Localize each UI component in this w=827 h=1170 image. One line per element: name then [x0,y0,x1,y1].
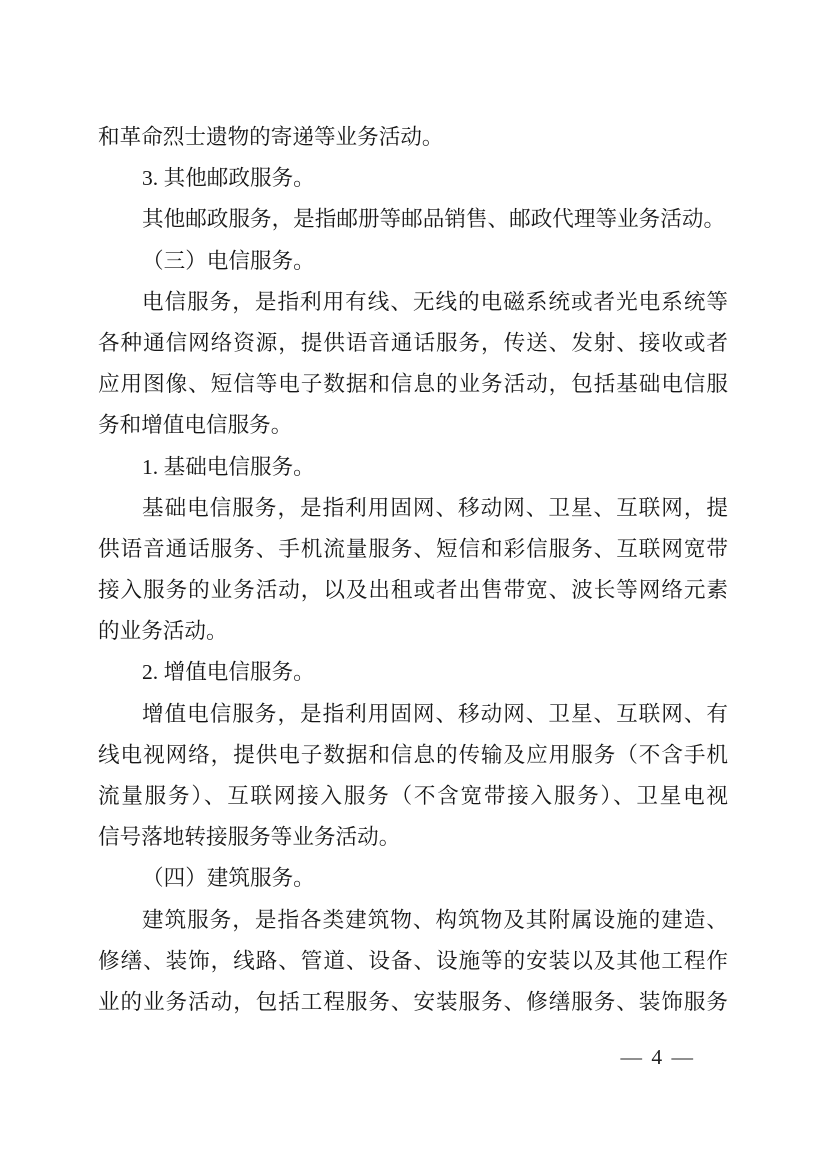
text-line: 修缮、装饰，线路、管道、设备、设施等的安装以及其他工程作 [98,948,728,973]
document-body [98,117,728,1023]
page-number: — 4 — [620,1045,695,1069]
text-line: 接入服务的业务活动，以及出租或者出售带宽、波长等网络元素 [98,578,728,603]
text-line: 务和增值电信服务。 [98,413,293,438]
text-line: 各种通信网络资源，提供语音通话服务，传送、发射、接收或者 [98,330,728,355]
text-line: 1. 基础电信服务。 [142,454,315,479]
text-line: 增值电信服务，是指利用固网、移动网、卫星、互联网、有 [142,701,728,726]
text-line: 供语音通话服务、手机流量服务、短信和彩信服务、互联网宽带 [98,536,728,561]
text-line: 和革命烈士遗物的寄递等业务活动。 [98,125,444,149]
text-line: 线电视网络，提供电子数据和信息的传输及应用服务（不含手机 [98,742,728,767]
text-line: 建筑服务，是指各类建筑物、构筑物及其附属设施的建造、 [142,907,728,932]
text-line: （三）电信服务。 [142,248,315,273]
text-line: 电信服务，是指利用有线、无线的电磁系统或者光电系统等 [142,289,728,314]
text-line: 2. 增值电信服务。 [142,660,315,685]
text-line: 的业务活动。 [98,619,228,644]
text-line: （四）建筑服务。 [142,866,315,891]
text-line: 信号落地转接服务等业务活动。 [98,825,401,850]
text-line: 其他邮政服务，是指邮册等邮品销售、邮政代理等业务活动。 [142,207,726,232]
text-line: 基础电信服务，是指利用固网、移动网、卫星、互联网，提 [142,495,728,520]
text-line: 应用图像、短信等电子数据和信息的业务活动，包括基础电信服 [98,372,728,397]
text-line: 业的业务活动，包括工程服务、安装服务、修缮服务、装饰服务 [98,989,728,1014]
text-line: 3. 其他邮政服务。 [142,166,315,191]
text-line: 流量服务）、互联网接入服务（不含宽带接入服务）、卫星电视 [98,784,728,808]
